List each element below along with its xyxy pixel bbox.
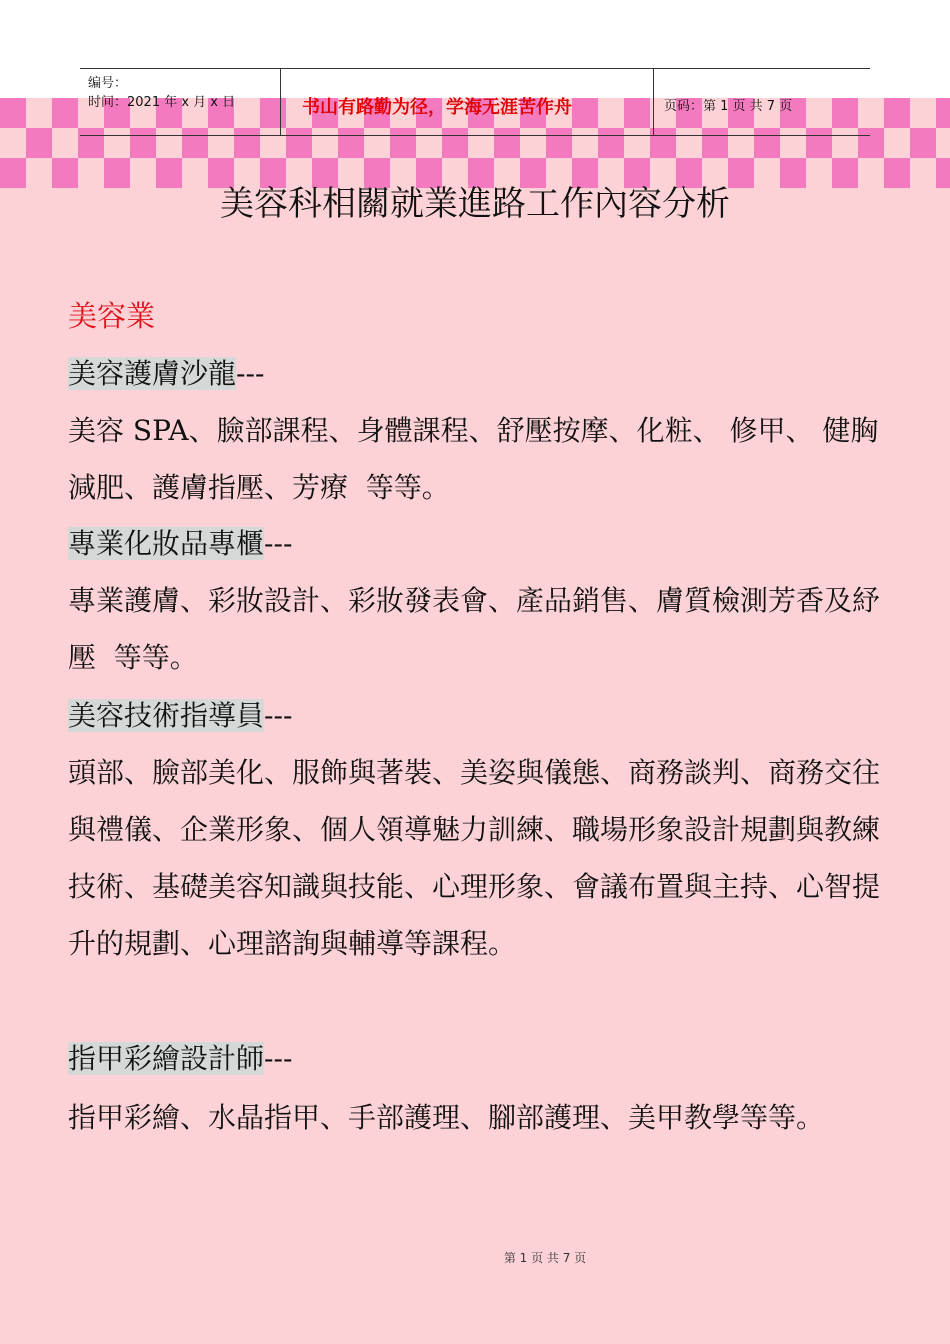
category-name: 美容技術指導員 [68,699,265,732]
category-content: 專業護膚、彩妝設計、彩妝發表會、產品銷售、膚質檢測芳香及紓壓 等等。 [68,584,881,674]
category-name: 美容護膚沙龍 [68,357,237,390]
checker-square [884,98,910,128]
category-heading [68,696,292,736]
header-divider [280,69,281,135]
section-heading: 美容業 [68,299,156,333]
checker-square [0,98,26,128]
page-number-label: 页码：第 1 页 共 7 页 [664,99,793,114]
checker-square [910,128,936,158]
motto-text: 书山有路勤为径，学海无涯苦作舟 [302,97,572,118]
category-heading [68,354,264,394]
document-title: 美容科相關就業進路工作內容分析 [220,184,730,224]
checker-square [936,98,950,128]
category-suffix: --- [264,1042,293,1075]
checker-square [52,98,78,128]
category-name: 專業化妝品專櫃 [68,527,265,560]
category-heading [68,524,292,564]
checker-square [26,128,52,158]
category-content: 指甲彩繪、水晶指甲、手部護理、腳部護理、美甲教學等等。 [68,1101,825,1134]
header-divider [653,69,654,135]
category-suffix: --- [236,357,265,390]
category-content: 美容 SPA、臉部課程、身體課程、舒壓按摩、化粧、 修甲、 健胸減肥、護膚指壓、芳療 等等。 [68,414,879,504]
serial-number-label: 编号： [88,76,128,91]
category-content: 頭部、臉部美化、服飾與著裝、美姿與儀態、商務談判、商務交往與禮儀、企業形象、個人領導魅力訓練、職場形象設計規劃與教練技術、基礎美容知識與技能、心理形象、會議布置與主持、心智提升的規劃、心理諮詢與輔導等課程。 [68,756,881,960]
category-suffix: --- [264,699,293,732]
category-suffix: --- [264,527,293,560]
category-heading [68,1039,292,1079]
date-label: 时间：2021 年 x 月 x 日 [88,95,236,110]
page-footer: 第 1 页 共 7 页 [503,1251,587,1265]
category-name: 指甲彩繪設計師 [68,1042,265,1075]
